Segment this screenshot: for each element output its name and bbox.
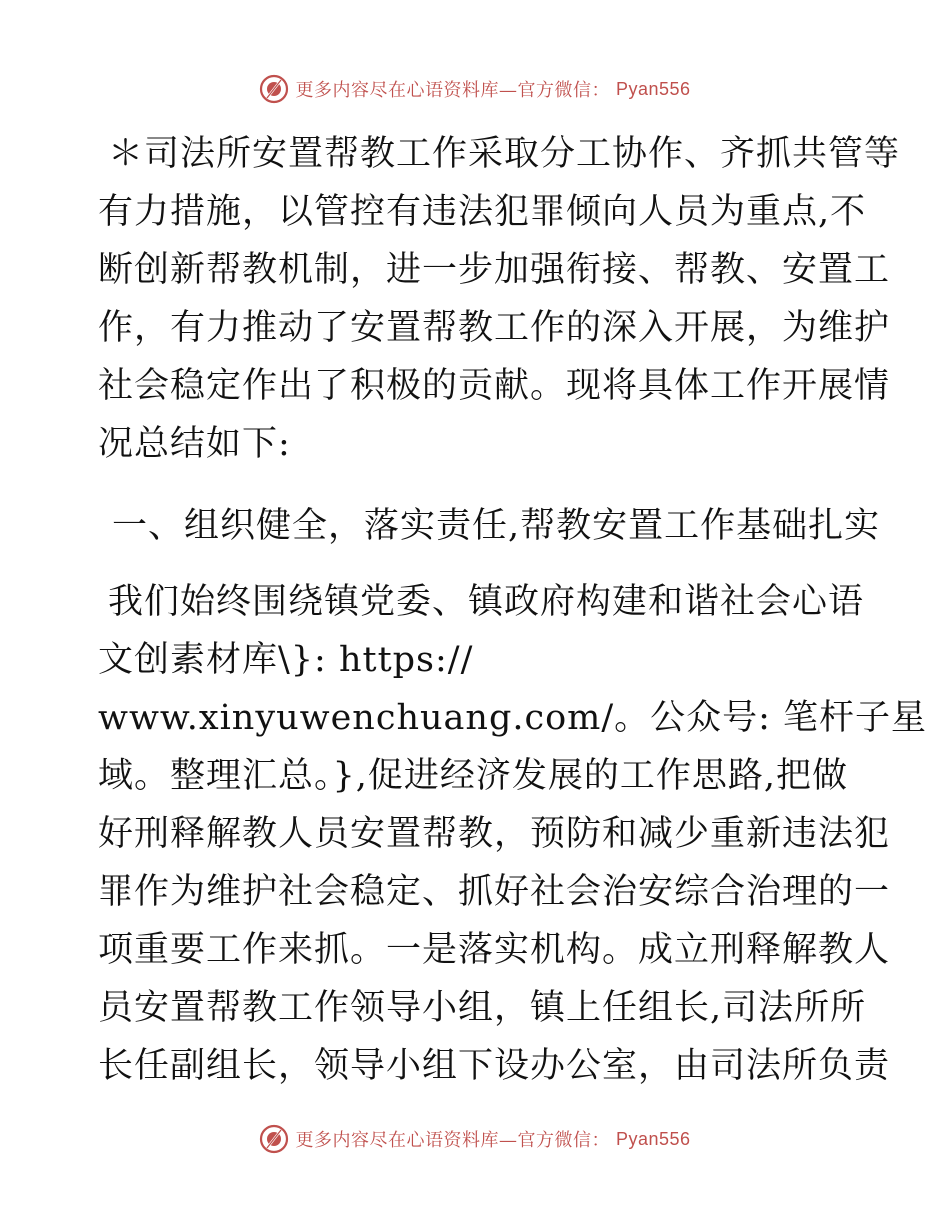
brand-logo-icon xyxy=(259,1124,289,1154)
text-line: 罪作为维护社会稳定、抓好社会治安综合治理的一 xyxy=(98,872,891,912)
paragraph-intro xyxy=(98,125,901,473)
watermark-wechat-id: Pyan556 xyxy=(615,78,691,99)
text-line: 作，有力推动了安置帮教工作的深入开展，为维护 xyxy=(98,308,891,348)
document-body xyxy=(98,125,928,1095)
text-line: 员安置帮教工作领导小组，镇上任组长,司法所所 xyxy=(98,988,867,1028)
section-heading: 一、组织健全，落实责任,帮教安置工作基础扎实 xyxy=(112,506,881,546)
watermark-text: 更多内容尽在心语资料库—官方微信： xyxy=(295,1130,610,1151)
text-line: 好刑释解教人员安置帮教，预防和减少重新违法犯 xyxy=(98,814,891,854)
text-line: 长任副组长，领导小组下设办公室，由司法所负责 xyxy=(98,1046,891,1086)
watermark-text: 更多内容尽在心语资料库—官方微信： xyxy=(295,80,610,101)
text-line: 我们始终围绕镇党委、镇政府构建和谐社会心语 xyxy=(108,582,865,622)
watermark-banner-bottom xyxy=(0,1124,950,1154)
watermark-banner-top xyxy=(0,74,950,104)
paragraph-section-one xyxy=(98,573,928,1095)
text-line: www.xinyuwenchuang.com/。公众号: 笔杆子星 xyxy=(98,698,928,738)
text-line: 断创新帮教机制，进一步加强衔接、帮教、安置工 xyxy=(98,250,891,290)
text-line: 文创素材库\}: https:// xyxy=(98,640,474,680)
text-line: 况总结如下: xyxy=(98,424,291,464)
text-line: 域。整理汇总。},促进经济发展的工作思路,把做 xyxy=(98,756,849,796)
text-line: 项重要工作来抓。一是落实机构。成立刑释解教人 xyxy=(98,930,891,970)
brand-logo-icon xyxy=(259,74,289,104)
text-line: 有力措施，以管控有违法犯罪倾向人员为重点,不 xyxy=(98,192,867,232)
text-line: 社会稳定作出了积极的贡献。现将具体工作开展情 xyxy=(98,366,891,406)
text-line: ＊司法所安置帮教工作采取分工协作、齐抓共管等 xyxy=(108,134,901,174)
watermark-wechat-id: Pyan556 xyxy=(615,1128,691,1149)
